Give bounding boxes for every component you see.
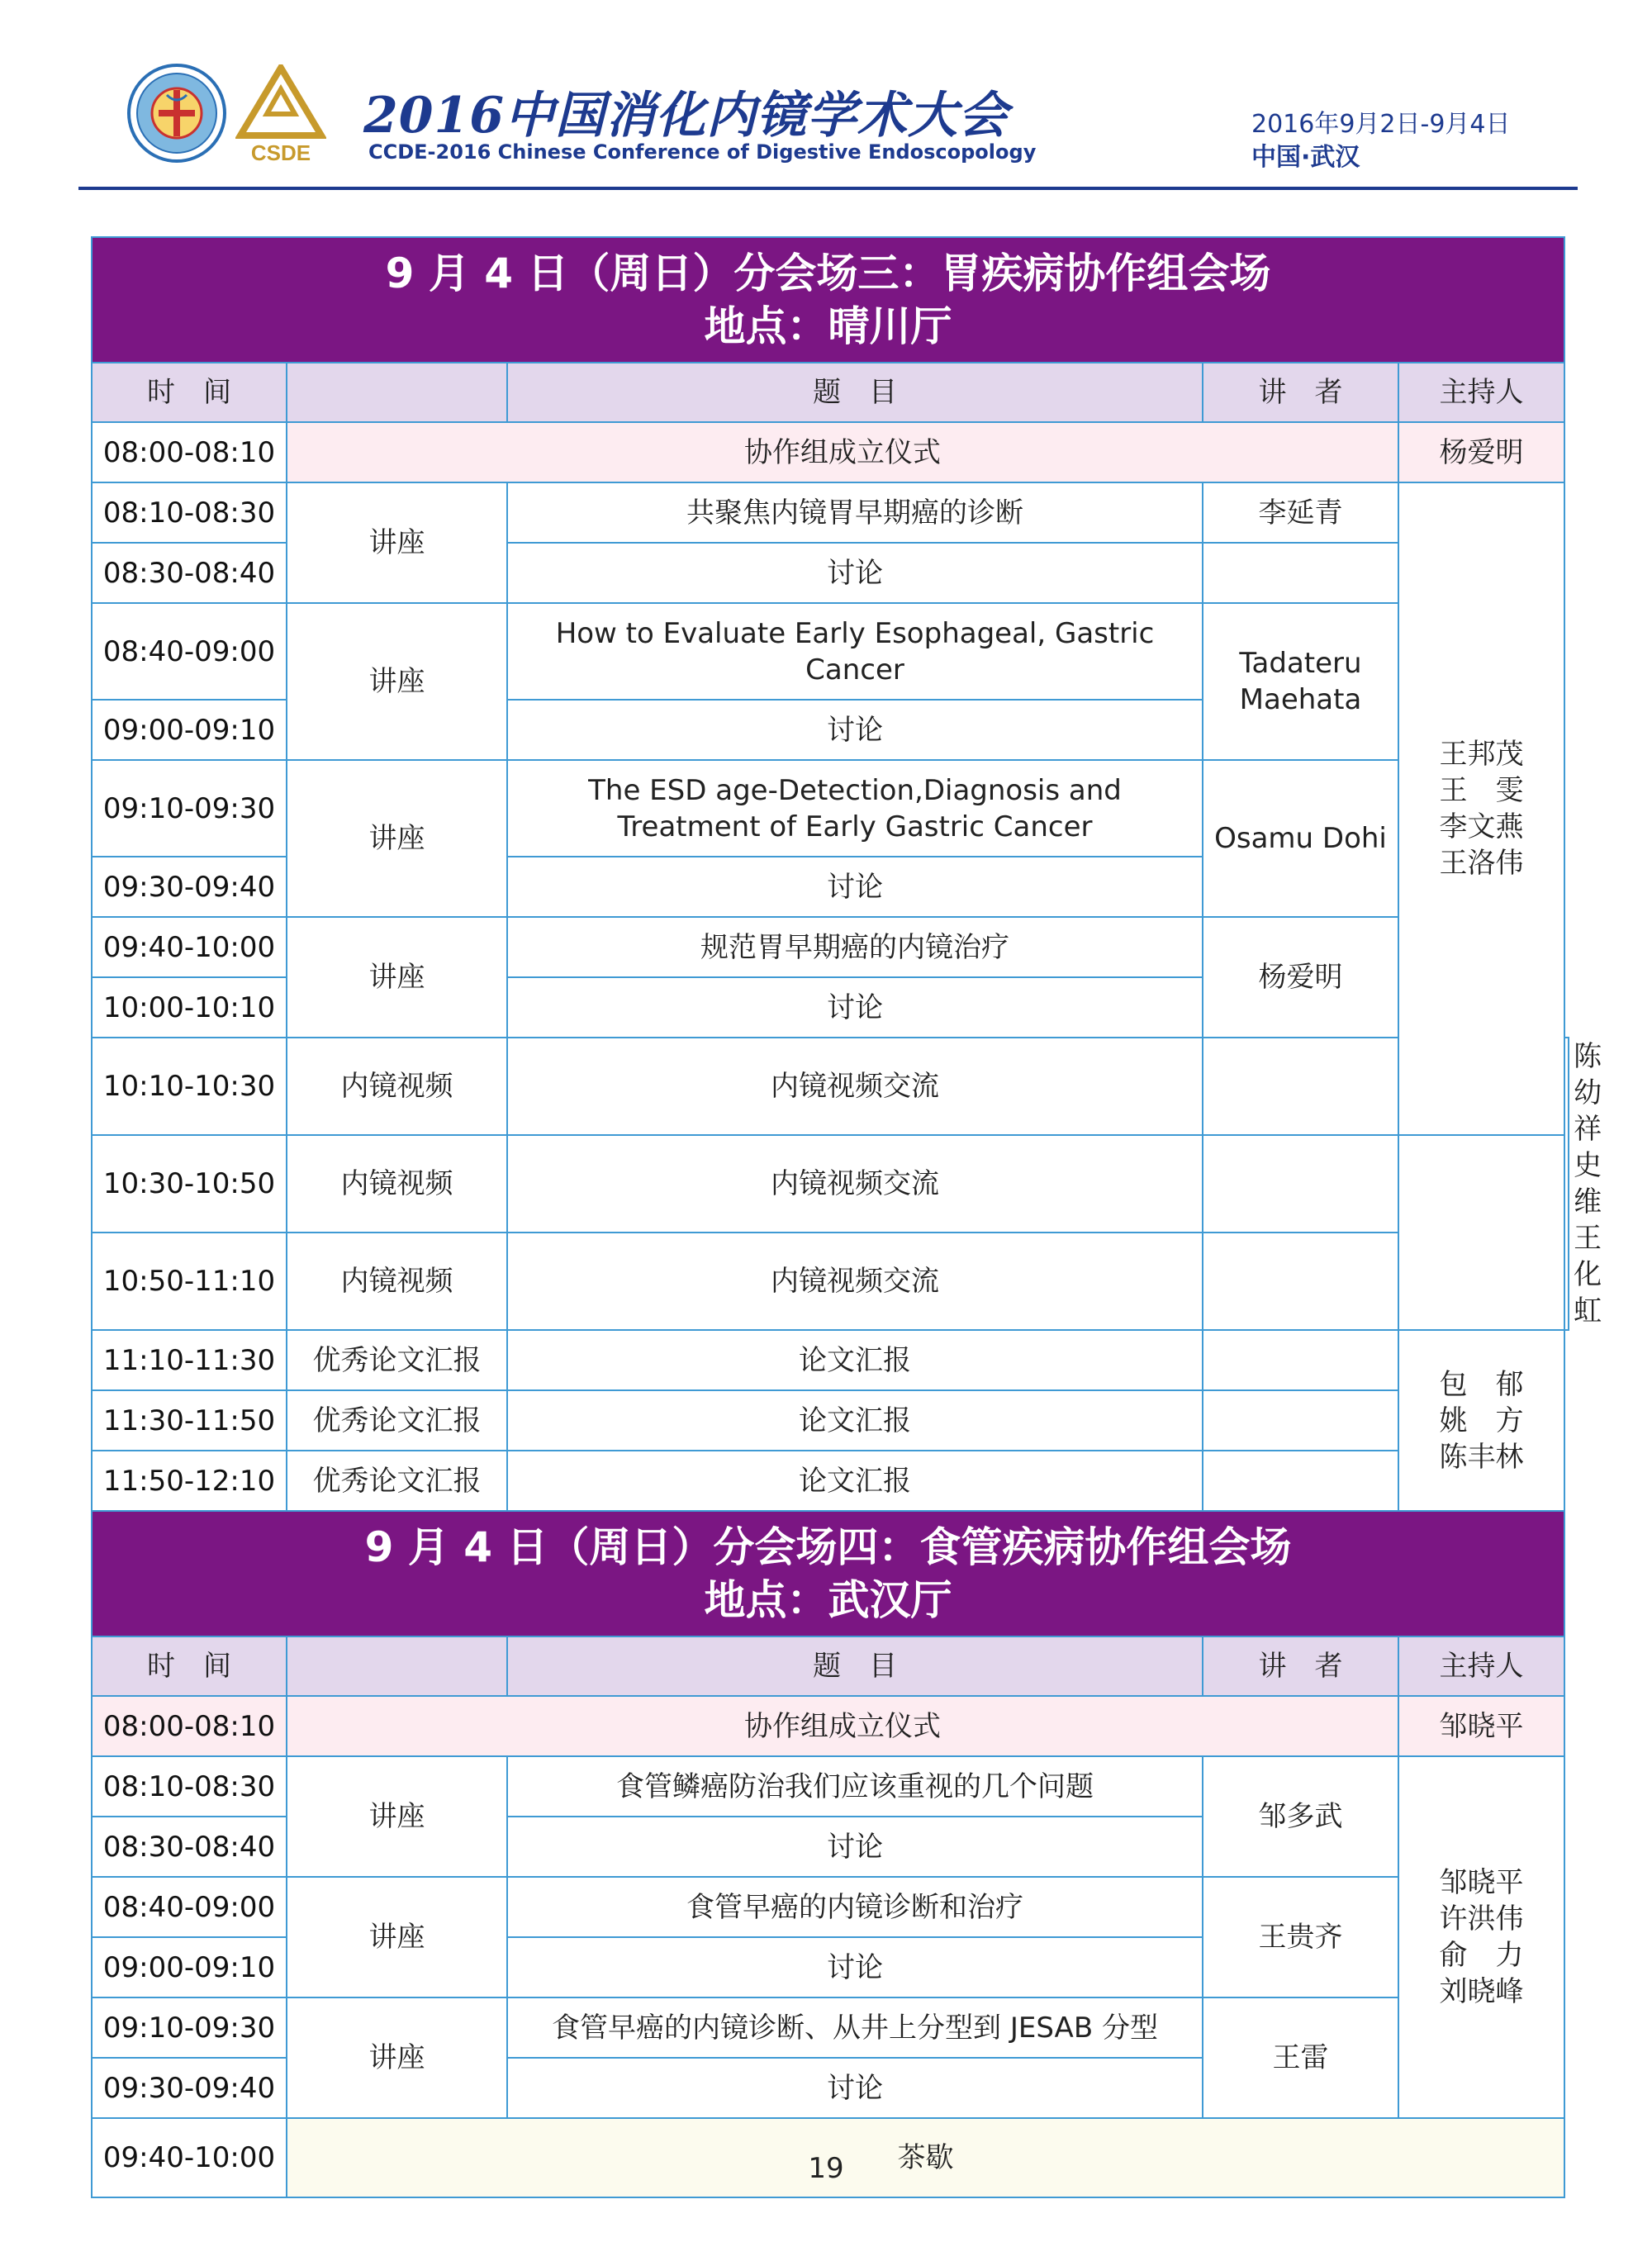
- table-row: [92, 1756, 1569, 1817]
- table-row: [92, 1233, 1569, 1330]
- table-row: [92, 1997, 1569, 2058]
- time-cell: 09:00-09:10: [92, 1937, 287, 1997]
- speaker-cell: [1203, 543, 1398, 603]
- time-cell: 10:00-10:10: [92, 977, 287, 1038]
- chair-cell: [1398, 482, 1564, 1135]
- chair-name: 邹晓平: [1439, 1866, 1524, 1899]
- speaker-cell: 王雷: [1203, 1997, 1398, 2118]
- opening-ceremony-cell: 协作组成立仪式: [287, 1696, 1398, 1756]
- col-speaker: 讲 者: [1203, 1636, 1398, 1696]
- topic-cell: 内镜视频交流: [507, 1038, 1203, 1135]
- topic-cell: 讨论: [507, 977, 1203, 1038]
- table-row: [92, 1330, 1569, 1390]
- chair-cell: [1398, 1330, 1564, 1511]
- type-cell: 优秀论文汇报: [287, 1451, 507, 1511]
- topic-cell: 论文汇报: [507, 1451, 1203, 1511]
- page-header: [0, 0, 1652, 194]
- col-chair: 主持人: [1398, 363, 1564, 422]
- type-cell: 讲座: [287, 1756, 507, 1877]
- section-venue: 地点：晴川厅: [704, 302, 952, 350]
- type-cell: 讲座: [287, 1877, 507, 1997]
- time-cell: 11:10-11:30: [92, 1330, 287, 1390]
- chair-name: 王 雯: [1439, 774, 1524, 807]
- page-number: 19: [808, 2152, 844, 2185]
- col-chair: 主持人: [1398, 1636, 1564, 1696]
- col-time: 时 间: [92, 1636, 287, 1696]
- table-row: [92, 1877, 1569, 1937]
- col-topic: 题 目: [507, 1636, 1203, 1696]
- table-row: [92, 1696, 1569, 1756]
- time-cell: 08:10-08:30: [92, 482, 287, 543]
- topic-cell: 讨论: [507, 857, 1203, 917]
- section-title: 9 月 4 日（周日）分会场三：胃疾病协作组会场: [385, 249, 1271, 297]
- time-cell: 09:10-09:30: [92, 1997, 287, 2058]
- chair-name: 王邦茂: [1439, 738, 1524, 771]
- type-cell: 优秀论文汇报: [287, 1390, 507, 1451]
- topic-cell: The ESD age-Detection,Diagnosis and Treatment of Early Gastric Cancer: [507, 760, 1203, 857]
- csde-logo-icon: [235, 64, 326, 165]
- section-header: [92, 1511, 1569, 1636]
- section-header: [92, 237, 1569, 363]
- time-cell: 08:30-08:40: [92, 1817, 287, 1877]
- col-speaker: 讲 者: [1203, 363, 1398, 422]
- table-row: [92, 1451, 1569, 1511]
- time-cell: 11:30-11:50: [92, 1390, 287, 1451]
- type-cell: 内镜视频: [287, 1038, 507, 1135]
- speaker-cell: [1203, 1038, 1398, 1135]
- conference-date: 2016年9月2日-9月4日: [1251, 110, 1511, 139]
- col-topic: 题 目: [507, 363, 1203, 422]
- column-header-row: [92, 363, 1569, 422]
- topic-cell: 讨论: [507, 1817, 1203, 1877]
- time-cell: 09:30-09:40: [92, 857, 287, 917]
- type-cell: 讲座: [287, 760, 507, 917]
- header-divider: [78, 187, 1578, 190]
- time-cell: 08:00-08:10: [92, 422, 287, 482]
- chair-cell: 陈幼祥 史 维 王化虹: [1564, 1038, 1569, 1330]
- section-title: 9 月 4 日（周日）分会场四：食管疾病协作组会场: [364, 1523, 1292, 1571]
- speaker-cell: 王贵齐: [1203, 1877, 1398, 1997]
- topic-cell: How to Evaluate Early Esophageal, Gastric Cancer: [507, 603, 1203, 700]
- topic-cell: 讨论: [507, 1937, 1203, 1997]
- topic-cell: 讨论: [507, 543, 1203, 603]
- speaker-cell: 李延青: [1203, 482, 1398, 543]
- chair-name: 李文燕: [1439, 810, 1524, 843]
- topic-cell: 共聚焦内镜胃早期癌的诊断: [507, 482, 1203, 543]
- time-cell: 08:40-09:00: [92, 1877, 287, 1937]
- chair-name: 陈丰林: [1439, 1440, 1524, 1474]
- speaker-cell: [1203, 1390, 1398, 1451]
- speaker-cell: [1203, 1451, 1398, 1511]
- type-cell: 讲座: [287, 1997, 507, 2118]
- speaker-cell: 邹多武: [1203, 1756, 1398, 1877]
- conference-location: 中国·武汉: [1251, 143, 1360, 172]
- topic-cell: 规范胃早期癌的内镜治疗: [507, 917, 1203, 977]
- type-cell: 内镜视频: [287, 1135, 507, 1233]
- topic-cell: 论文汇报: [507, 1330, 1203, 1390]
- time-cell: 10:30-10:50: [92, 1135, 287, 1233]
- chair-name: 包 郁: [1439, 1367, 1524, 1401]
- topic-cell: 食管早癌的内镜诊断、从井上分型到 JESAB 分型: [507, 1997, 1203, 2058]
- tea-break-cell: 茶歇: [287, 2118, 1564, 2197]
- type-cell: 讲座: [287, 917, 507, 1038]
- speaker-cell: 杨爱明: [1203, 917, 1398, 1038]
- topic-cell: 食管早癌的内镜诊断和治疗: [507, 1877, 1203, 1937]
- type-cell: 内镜视频: [287, 1233, 507, 1330]
- chair-name: 许洪伟: [1439, 1902, 1524, 1936]
- chair-name: 刘晓峰: [1439, 1975, 1524, 2008]
- time-cell: 09:40-10:00: [92, 917, 287, 977]
- topic-cell: 讨论: [507, 2058, 1203, 2118]
- conference-title-en: CCDE-2016 Chinese Conference of Digestive Endoscopology: [368, 140, 1037, 164]
- speaker-cell: [1203, 1135, 1398, 1233]
- speaker-cell: Osamu Dohi: [1203, 760, 1398, 917]
- time-cell: 08:10-08:30: [92, 1756, 287, 1817]
- conference-title-cn: 2016中国消化内镜学术大会: [363, 87, 1009, 145]
- time-cell: 08:30-08:40: [92, 543, 287, 603]
- column-header-row: [92, 1636, 1569, 1696]
- speaker-cell: [1203, 1330, 1398, 1390]
- col-type: [287, 363, 507, 422]
- chair-cell: 邹晓平: [1398, 1696, 1564, 1756]
- chair-cell: [1398, 1756, 1564, 2118]
- time-cell: 09:30-09:40: [92, 2058, 287, 2118]
- time-cell: 11:50-12:10: [92, 1451, 287, 1511]
- time-cell: 09:10-09:30: [92, 760, 287, 857]
- time-cell: 09:00-09:10: [92, 700, 287, 760]
- chair-name: 王洛伟: [1439, 847, 1524, 880]
- time-cell: 08:00-08:10: [92, 1696, 287, 1756]
- table-row: [92, 917, 1569, 977]
- time-cell: 08:40-09:00: [92, 603, 287, 700]
- table-row: [92, 482, 1569, 543]
- section-venue: 地点：武汉厅: [704, 1576, 952, 1624]
- topic-cell: 食管鳞癌防治我们应该重视的几个问题: [507, 1756, 1203, 1817]
- opening-ceremony-cell: 协作组成立仪式: [287, 422, 1398, 482]
- chair-name: 俞 力: [1439, 1939, 1524, 1972]
- type-cell: 讲座: [287, 603, 507, 760]
- topic-cell: 内镜视频交流: [507, 1135, 1203, 1233]
- type-cell: 讲座: [287, 482, 507, 603]
- speaker-cell: Tadateru Maehata: [1203, 603, 1398, 760]
- topic-cell: 讨论: [507, 700, 1203, 760]
- schedule-table: [91, 236, 1631, 2198]
- table-row: [92, 1135, 1569, 1233]
- table-row: [92, 1038, 1569, 1135]
- chinese-medical-association-logo-icon: [126, 62, 228, 164]
- col-time: 时 间: [92, 363, 287, 422]
- topic-cell: 论文汇报: [507, 1390, 1203, 1451]
- col-type: [287, 1636, 507, 1696]
- time-cell: 09:40-10:00: [92, 2118, 287, 2197]
- type-cell: 优秀论文汇报: [287, 1330, 507, 1390]
- speaker-cell: [1203, 1233, 1398, 1330]
- time-cell: 10:50-11:10: [92, 1233, 287, 1330]
- table-row: [92, 422, 1569, 482]
- table-row: [92, 1390, 1569, 1451]
- table-row: [92, 760, 1569, 857]
- table-row: [92, 603, 1569, 700]
- time-cell: 10:10-10:30: [92, 1038, 287, 1135]
- chair-name: 姚 方: [1439, 1404, 1524, 1437]
- topic-cell: 内镜视频交流: [507, 1233, 1203, 1330]
- csde-logo-text: CSDE: [250, 140, 311, 165]
- chair-cell: 杨爱明: [1398, 422, 1564, 482]
